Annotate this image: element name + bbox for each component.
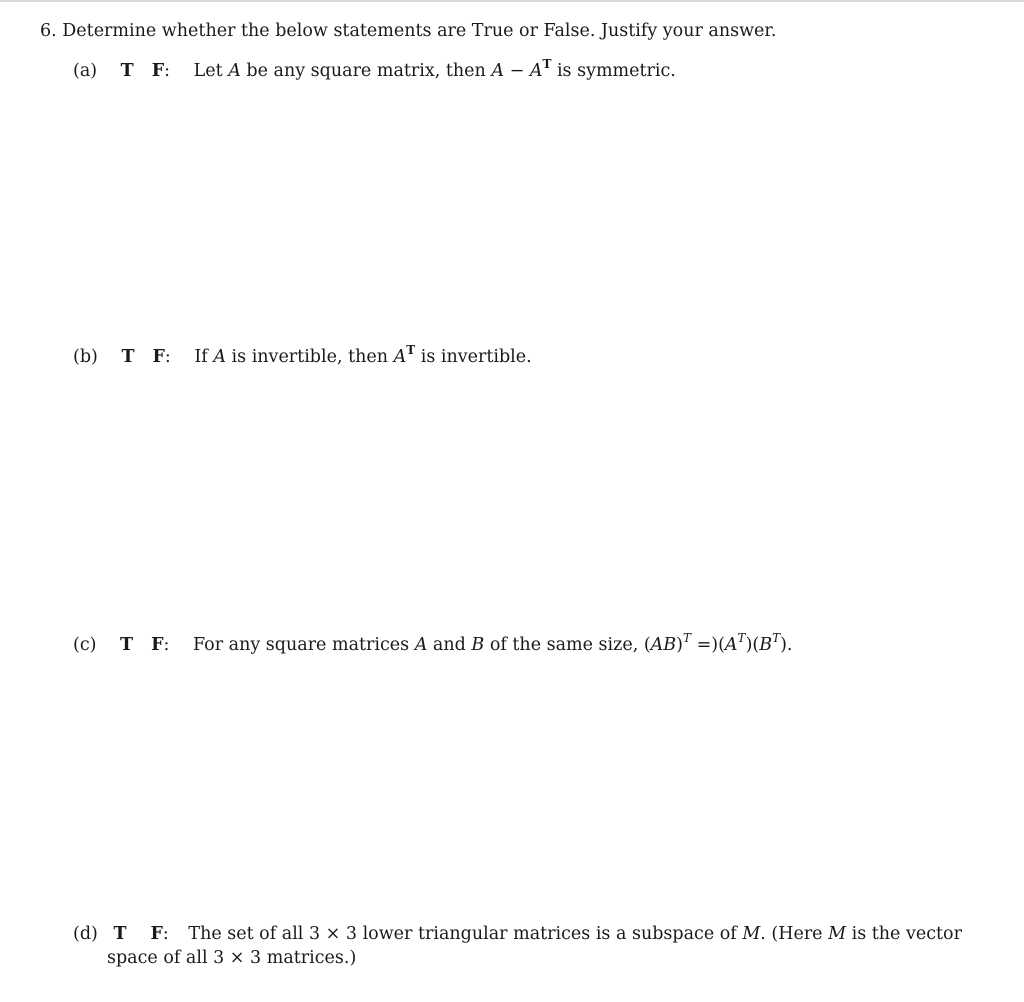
part-a	[73, 57, 676, 81]
problem-number: 6.	[40, 21, 57, 41]
part-d-colon: :	[162, 924, 169, 944]
part-b-true-option[interactable]: T	[121, 347, 135, 367]
part-d-true-option[interactable]: T	[113, 924, 127, 944]
part-d-continuation: space of all 3 × 3 matrices.)	[107, 948, 357, 968]
part-c-label: (c)	[73, 635, 97, 655]
top-border-line	[0, 0, 1024, 2]
part-a-true-option[interactable]: T	[120, 61, 134, 81]
problem-statement	[40, 21, 776, 41]
part-a-label: (a)	[73, 61, 98, 81]
part-b	[73, 343, 532, 367]
part-d	[73, 922, 963, 970]
part-d-label: (d)	[73, 924, 98, 944]
problem-instruction: Determine whether the below statements are True or False. Justify your answer.	[62, 21, 777, 41]
part-c-colon: :	[163, 635, 170, 655]
part-c-false-option[interactable]: F	[151, 635, 164, 655]
part-a-text: Let A be any square matrix, then $A - A^T$ is symmetric.	[193, 57, 676, 81]
part-c	[73, 631, 793, 655]
part-d-text: The set of all 3 × 3 lower triangular matrices is a subspace of M. (Here M is the vector	[188, 924, 962, 944]
part-b-colon: :	[164, 347, 171, 367]
part-d-false-option[interactable]: F	[150, 924, 163, 944]
part-a-false-option[interactable]: F	[151, 61, 165, 81]
part-a-colon: :	[164, 61, 171, 81]
part-c-text: For any square matrices A and B of the same size, $(AB)^T =)(A^T)(B^T)$.	[193, 631, 793, 655]
part-b-false-option[interactable]: F	[152, 347, 165, 367]
part-c-true-option[interactable]: T	[120, 635, 134, 655]
part-b-label: (b)	[73, 347, 98, 367]
part-b-text: If A is invertible, then $A^T$ is invertible.	[194, 343, 532, 367]
